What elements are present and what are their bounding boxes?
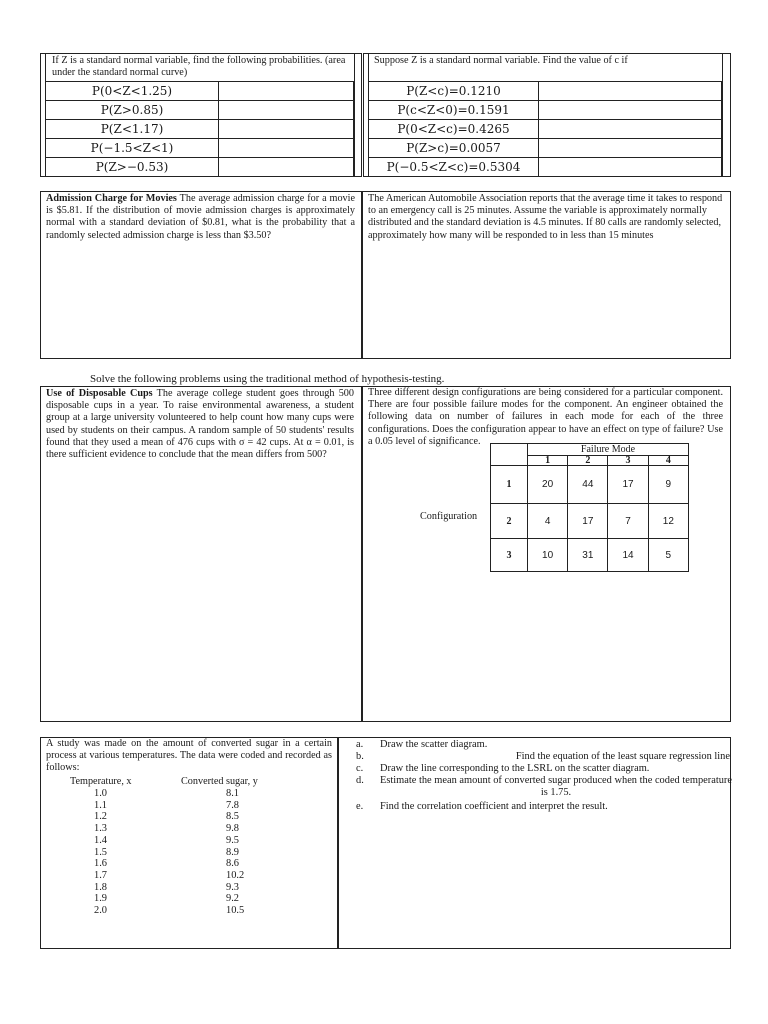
configuration-label: Configuration bbox=[420, 511, 478, 522]
z-probability-answer-cell[interactable] bbox=[218, 81, 354, 101]
temperature-value: 1.0 bbox=[94, 788, 107, 799]
z-value-answer-cell[interactable] bbox=[538, 138, 722, 158]
task-text: Estimate the mean amount of converted sugar produced when the coded temperature is 1.75. bbox=[380, 775, 732, 798]
z-probability-answer-cell[interactable] bbox=[218, 157, 354, 177]
mode-label: 4 bbox=[648, 456, 688, 466]
admission-problem bbox=[46, 193, 355, 242]
failure-problem-text: Three different design configurations are being considered for a particular component. There are four possible failure modes for the component. An engineer obtained the following data on number of failures in each mode for each of the three configurations. Does the configuration appear to have an effect on type of failure? Use a 0.05 level of significance. bbox=[368, 387, 723, 447]
z-probabilities-intro: If Z is a standard normal variable, find the following probabilities. (area under the standard normal curve) bbox=[52, 55, 346, 79]
sugar-value: 8.9 bbox=[226, 846, 239, 858]
sugar-data-row bbox=[46, 905, 276, 917]
z-probability-answer-cell[interactable] bbox=[218, 119, 354, 139]
failure-mode-table bbox=[490, 443, 689, 572]
sugar-data-row bbox=[46, 788, 276, 800]
z-value-expression: P(c<Z<0)=0.1591 bbox=[368, 100, 539, 120]
cups-title: Use of Disposable Cups bbox=[46, 388, 153, 399]
config-label: 1 bbox=[491, 466, 528, 504]
z-probability-answer-cell[interactable] bbox=[218, 100, 354, 120]
z-value-expression: P(Z>c)=0.0057 bbox=[368, 138, 539, 158]
z-probability-expression: P(Z>0.85) bbox=[45, 100, 219, 120]
admission-title: Admission Charge for Movies bbox=[46, 193, 177, 204]
failure-count: 5 bbox=[648, 539, 688, 572]
sugar-column-header: Converted sugar, y bbox=[181, 776, 258, 787]
task-letter: c. bbox=[356, 763, 364, 774]
sugar-problem-text: A study was made on the amount of converted sugar in a certain process at various temperatures. The data were coded and recorded as follows: bbox=[46, 738, 332, 774]
sugar-data-row bbox=[46, 823, 276, 835]
failure-count: 17 bbox=[568, 504, 608, 539]
temperature-value: 1.7 bbox=[94, 869, 107, 881]
aaa-problem-text: The American Automobile Association reports that the average time it takes to respond to an emergency call is 25 minutes. Assume the variable is approximately normally distributed and the standard deviation is 4.5 minutes. If 80 calls are randomly selected, approximately how many will be responded to in less than 15 minutes bbox=[368, 193, 723, 241]
temperature-value: 1.5 bbox=[94, 846, 107, 858]
z-value-answer-cell[interactable] bbox=[538, 157, 722, 177]
sugar-value: 9.2 bbox=[226, 893, 239, 905]
task-text: Find the correlation coefficient and interpret the result. bbox=[380, 801, 608, 812]
z-probability-expression: P(−1.5<Z<1) bbox=[45, 138, 219, 158]
task-text: Draw the scatter diagram. bbox=[380, 739, 488, 750]
task-letter: d. bbox=[356, 775, 364, 786]
sugar-value: 9.5 bbox=[226, 834, 239, 846]
config-label: 3 bbox=[491, 539, 528, 572]
sugar-value: 10.5 bbox=[226, 905, 245, 916]
task-letter: e. bbox=[356, 801, 364, 812]
z-value-expression: P(0<Z<c)=0.4265 bbox=[368, 119, 539, 139]
failure-mode-title: Failure Mode bbox=[528, 444, 689, 456]
failure-count: 10 bbox=[528, 539, 568, 572]
regression-task bbox=[356, 801, 726, 827]
z-values-intro: Suppose Z is a standard normal variable. Find the value of c if bbox=[374, 55, 628, 66]
temperature-value: 1.6 bbox=[94, 858, 107, 870]
failure-count: 7 bbox=[608, 504, 648, 539]
failure-count: 44 bbox=[568, 466, 608, 504]
sugar-data-row bbox=[46, 847, 276, 859]
failure-count: 12 bbox=[648, 504, 688, 539]
task-text: Find the equation of the least square regression line bbox=[515, 751, 730, 762]
sugar-data-row bbox=[46, 811, 276, 823]
sugar-value: 7.8 bbox=[226, 799, 239, 811]
temperature-value: 1.8 bbox=[94, 881, 107, 893]
cups-text: The average college student goes through 500 disposable cups in a year. To raise environmental awareness, a student group at a large university volunteered to help count how many cups were used by students on their campus. A random sample of 50 students' results found that they used a mean of 476 cups with σ = 42 cups. At α = 0.01, is there sufficient evidence to conclude that the mean differs from 500? bbox=[46, 388, 354, 461]
z-probability-expression: P(0<Z<1.25) bbox=[45, 81, 219, 101]
z-value-answer-cell[interactable] bbox=[538, 119, 722, 139]
cups-problem bbox=[46, 388, 354, 461]
sugar-value: 8.1 bbox=[226, 788, 239, 799]
temperature-column-header: Temperature, x bbox=[70, 776, 132, 787]
z-probability-answer-cell[interactable] bbox=[218, 138, 354, 158]
temperature-value: 1.4 bbox=[94, 834, 107, 846]
sugar-data-row bbox=[46, 882, 276, 894]
sugar-data-row bbox=[46, 893, 276, 905]
failure-count: 17 bbox=[608, 466, 648, 504]
config-label: 2 bbox=[491, 504, 528, 539]
failure-count: 4 bbox=[528, 504, 568, 539]
sugar-value: 8.6 bbox=[226, 858, 239, 870]
temperature-value: 1.2 bbox=[94, 811, 107, 823]
sugar-data-row bbox=[46, 835, 276, 847]
admission-text: The average admission charge for a movie is $5.81. If the distribution of movie admission charges is approximately normal with a standard deviation of $0.81, what is the probability that a randomly selected admission charge is less than $3.50? bbox=[46, 193, 355, 241]
sugar-value: 8.5 bbox=[226, 811, 239, 823]
sugar-value: 10.2 bbox=[226, 869, 245, 881]
failure-count: 9 bbox=[648, 466, 688, 504]
task-text: Draw the line corresponding to the LSRL on the scatter diagram. bbox=[380, 763, 650, 774]
failure-count: 31 bbox=[568, 539, 608, 572]
z-value-expression: P(Z<c)=0.1210 bbox=[368, 81, 539, 101]
z-value-expression: P(−0.5<Z<c)=0.5304 bbox=[368, 157, 539, 177]
z-value-answer-cell[interactable] bbox=[538, 81, 722, 101]
failure-count: 14 bbox=[608, 539, 648, 572]
z-value-answer-cell[interactable] bbox=[538, 100, 722, 120]
z-probability-expression: P(Z>−0.53) bbox=[45, 157, 219, 177]
failure-count: 20 bbox=[528, 466, 568, 504]
sugar-data-row bbox=[46, 870, 276, 882]
temperature-value: 2.0 bbox=[94, 905, 107, 916]
temperature-value: 1.3 bbox=[94, 823, 107, 835]
temperature-value: 1.1 bbox=[94, 799, 107, 811]
sugar-value: 9.8 bbox=[226, 823, 239, 835]
failure-table-corner bbox=[491, 444, 528, 466]
sugar-data-row bbox=[46, 858, 276, 870]
mode-label: 1 bbox=[528, 456, 568, 466]
mode-label: 2 bbox=[568, 456, 608, 466]
task-letter: a. bbox=[356, 739, 364, 750]
sugar-value: 9.3 bbox=[226, 881, 239, 893]
mode-label: 3 bbox=[608, 456, 648, 466]
z-probability-expression: P(Z<1.17) bbox=[45, 119, 219, 139]
temperature-value: 1.9 bbox=[94, 893, 107, 905]
regression-task bbox=[356, 775, 732, 801]
task-letter: b. bbox=[356, 751, 364, 762]
sugar-data-row bbox=[46, 800, 276, 812]
hypothesis-heading: Solve the following problems using the traditional method of hypothesis-testing. bbox=[90, 373, 445, 385]
